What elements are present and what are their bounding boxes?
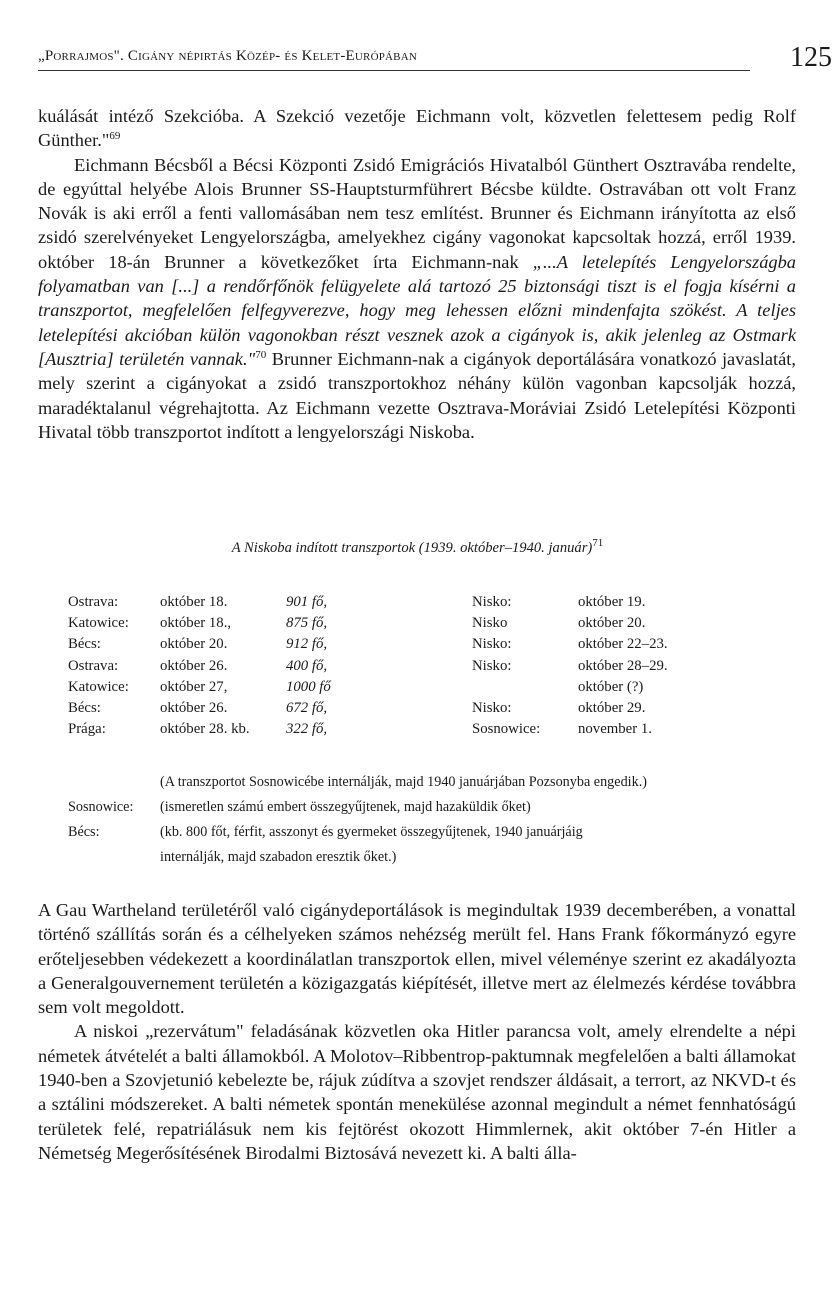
count-cell: 1000 fő — [286, 678, 331, 695]
table-row — [68, 615, 808, 636]
note-becs-text-2: internálják, majd szabadon eresztik őket.) — [160, 849, 397, 865]
origin-cell: Ostrava: — [68, 594, 119, 610]
paragraph-2 — [38, 153, 796, 445]
quote-part-c: területén vannak." — [113, 348, 256, 369]
origin-cell: Prága: — [68, 721, 106, 738]
transport-rows — [68, 594, 808, 742]
quote-part-a: „...A letelepítés Lengyelországba folyamatban van [...] a rendőrfőnök felügyelete alá tartozó 25 biztonsági tiszt is el fogja kísérni a transzportot, megfelelően felfegyverezve, hogy meg lehessen előzni mindenfajta szökést. A teljes letelepítési akcióban külön vagonokban részt vesznek azok a cigányok is, akik jelenleg az — [38, 251, 796, 345]
origin-cell: Katowice: — [68, 678, 129, 695]
destination-cell: Nisko: — [472, 594, 512, 610]
paragraph-1 — [38, 104, 796, 153]
departure-cell: október 18., — [160, 615, 232, 632]
note-sosnowice-text: (ismeretlen számú embert összegyűjtenek, majd hazaküldik őket) — [160, 799, 531, 815]
page-number: 125 — [790, 42, 832, 73]
table-row — [68, 700, 808, 721]
footnote-ref-70: 70 — [255, 348, 267, 361]
arrival-cell: október 22–23. — [578, 636, 668, 653]
note-becs-row — [68, 820, 798, 845]
departure-cell: október 28. kb. — [160, 721, 250, 738]
note-becs-text-1: (kb. 800 főt, férfit, asszonyt és gyermeket összegyűjtenek, 1940 januárjáig — [160, 824, 583, 840]
table-row — [68, 594, 808, 615]
destination-cell: Nisko: — [472, 636, 512, 653]
footnote-ref-69: 69 — [109, 130, 121, 143]
destination-cell: Nisko — [472, 615, 508, 632]
count-cell: 672 fő, — [286, 699, 328, 716]
arrival-cell: október 20. — [578, 615, 646, 632]
transport-table — [68, 594, 808, 742]
footnote-ref-71: 71 — [592, 537, 604, 550]
header-rule — [38, 70, 750, 71]
table-notes — [68, 770, 798, 870]
running-title: „Porrajmos". Cigány népirtás Közép- és Kelet-Európában — [38, 48, 417, 64]
departure-cell: október 18. — [160, 594, 228, 610]
quote-part-b: Ostmark [Ausztria] — [38, 324, 796, 369]
destination-cell — [472, 679, 578, 700]
count-cell: 400 fő, — [286, 657, 328, 674]
origin-cell: Katowice: — [68, 615, 129, 632]
table-row — [68, 679, 808, 700]
departure-cell: október 26. — [160, 699, 228, 716]
origin-cell: Ostrava: — [68, 657, 119, 674]
arrival-cell: október (?) — [578, 678, 644, 695]
count-cell: 875 fő, — [286, 615, 328, 632]
paragraph-4: A niskoi „rezervátum" feladásának közvetlen oka Hitler parancsa volt, amely elrendelte a népi németek átvételét a balti államokból. A Molotov–Ribbentrop-paktumnak megfelelően a balti államokat 1940-ben a Szovjetunió kebelezte be, rájuk zúdítva a szovjet rendszer áldásait, a terrort, az NKVD-t és a sztálini módszereket. A balti németek spontán menekülése azonnal megindult a német fennhatóságú területek felé, repatriálásuk nem kis fejtörést okozott Himmlernek, akit október 7-én Hitler a Németség Megerősítésének Birodalmi Biztosává nevezett ki. A balti álla- — [38, 1021, 796, 1163]
arrival-cell: október 28–29. — [578, 657, 668, 674]
count-cell: 901 fő, — [286, 594, 328, 610]
table-row — [68, 636, 808, 657]
note-becs-label: Bécs: — [68, 824, 100, 840]
table-row — [68, 721, 808, 742]
destination-cell: Nisko: — [472, 657, 512, 674]
departure-cell: október 27, — [160, 678, 228, 695]
origin-cell: Bécs: — [68, 699, 101, 716]
count-cell: 322 fő, — [286, 721, 328, 738]
table-caption-text: A Niskoba indított transzportok (1939. október–1940. január) — [231, 540, 593, 556]
paragraph-3: A Gau Wartheland területéről való cigánydeportálások is megindultak 1939 decemberében, a vonattal történő szállítás során és a célhelyeken számos nehézség merült fel. Hans Frank főkormányzó egyre erőteljesebben védekezett a koordinálatlan transzportok ellen, mivel véleménye szerint ez akadályozta a Generalgouvernement területén a közigazgatás kiépítését, illetve mert az élelmezés kérdése továbbra sem volt megoldott. — [38, 900, 796, 1018]
table-row — [68, 658, 808, 679]
count-cell: 912 fő, — [286, 636, 328, 653]
origin-cell: Bécs: — [68, 636, 101, 653]
body-text-bottom — [38, 898, 796, 1165]
destination-cell: Sosnowice: — [472, 721, 541, 738]
note-sosnowice-label: Sosnowice: — [68, 799, 134, 815]
note-prague: (A transzportot Sosnowicébe internálják, majd 1940 januárjában Pozsonyba engedik.) — [160, 774, 647, 790]
destination-cell: Nisko: — [472, 699, 512, 716]
body-text-top — [38, 104, 796, 444]
paragraph-2-text-b: Brunner Eichmann-nak a cigányok deportálására vonatkozó javaslatát, mely szerint a cigányokat a zsidó transzportokhoz néhány külön vagonban kapcsolják hozzá, maradéktalanul végrehajtotta. Az Eichmann vezette Osztrava-Moráviai Zsidó Letelepítési Központi Hivatal több transzportot indított a lengyelországi Niskoba. — [38, 348, 796, 442]
running-head — [38, 42, 832, 84]
arrival-cell: november 1. — [578, 721, 652, 738]
arrival-cell: október 29. — [578, 699, 646, 716]
table-caption — [0, 537, 835, 557]
arrival-cell: október 19. — [578, 594, 646, 610]
departure-cell: október 20. — [160, 636, 228, 653]
note-sosnowice-row — [68, 795, 798, 820]
paragraph-2-text-a: Eichmann Bécsből a Bécsi Központi Zsidó Emigrációs Hivatalból Günthert Osztravába rendelte, de egyúttal helyébe Alois Brunner SS-Hauptsturmführert Bécsbe küldte. Ostravában ott volt Franz Novák is aki erről a fenti vallomásában nem tesz említést. Brunner és Eichmann irányította az első zsidó szerelvényeket Lengyelországba, amelyekhez cigány vagonokat kapcsoltak hozzá, erről 1939. október 18-án Brunner a következőket írta Eichmann-nak — [38, 154, 796, 272]
paragraph-1-text: kuálását intéző Szekcióba. A Szekció vezetője Eichmann volt, közvetlen felettesem pedig Rolf Günther." — [38, 106, 796, 151]
departure-cell: október 26. — [160, 657, 228, 674]
